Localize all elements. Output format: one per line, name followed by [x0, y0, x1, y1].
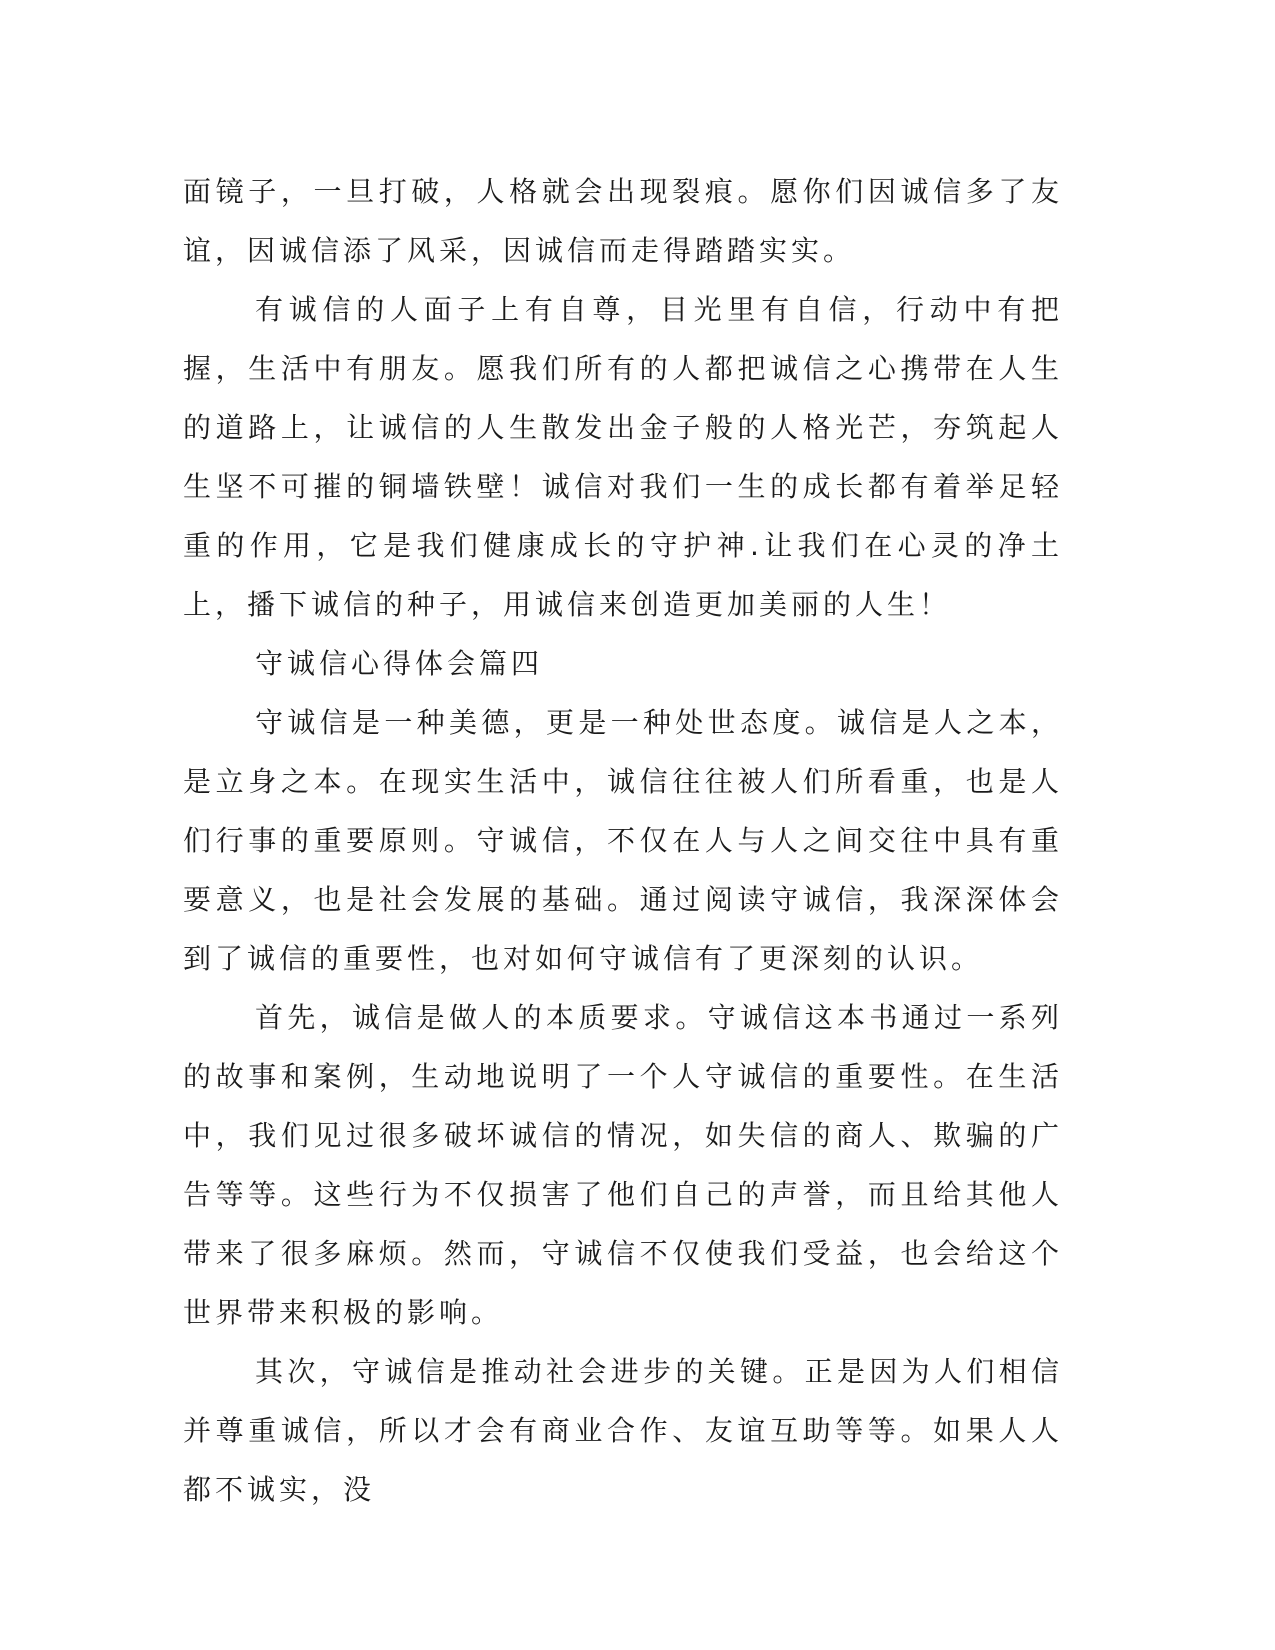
section-heading: 守诚信心得体会篇四 — [255, 647, 544, 680]
paragraph-body: 首先，诚信是做人的本质要求。守诚信这本书通过一系列的故事和案例，生动地说明了一个人守诚信的重要性。在生活中，我们见过很多破坏诚信的情况，如失信的商人、欺骗的广告等等。这些行为不仅损害了他们自己的声誉，而且给其他人带来了很多麻烦。然而，守诚信不仅使我们受益，也会给这个世界带来积极的影响。 — [183, 1001, 1063, 1329]
paragraph-body: 有诚信的人面子上有自尊，目光里有自信，行动中有把握，生活中有朋友。愿我们所有的人都把诚信之心携带在人生的道路上，让诚信的人生散发出金子般的人格光芒，夯筑起人生坚不可摧的铜墙铁壁！诚信对我们一生的成长都有着举足轻重的作用，它是我们健康成长的守护神.让我们在心灵的净土上，播下诚信的种子，用诚信来创造更加美丽的人生！ — [183, 293, 1063, 621]
document-body — [183, 162, 1063, 1519]
paragraph-body: 守诚信是一种美德，更是一种处世态度。诚信是人之本，是立身之本。在现实生活中，诚信往往被人们所看重，也是人们行事的重要原则。守诚信，不仅在人与人之间交往中具有重要意义，也是社会发展的基础。通过阅读守诚信，我深深体会到了诚信的重要性，也对如何守诚信有了更深刻的认识。 — [183, 706, 1063, 975]
paragraph-body: 其次，守诚信是推动社会进步的关键。正是因为人们相信并尊重诚信，所以才会有商业合作、友谊互助等等。如果人人都不诚实，没 — [183, 1355, 1063, 1506]
paragraph-continuation: 面镜子，一旦打破，人格就会出现裂痕。愿你们因诚信多了友谊，因诚信添了风采，因诚信而走得踏踏实实。 — [183, 175, 1063, 267]
